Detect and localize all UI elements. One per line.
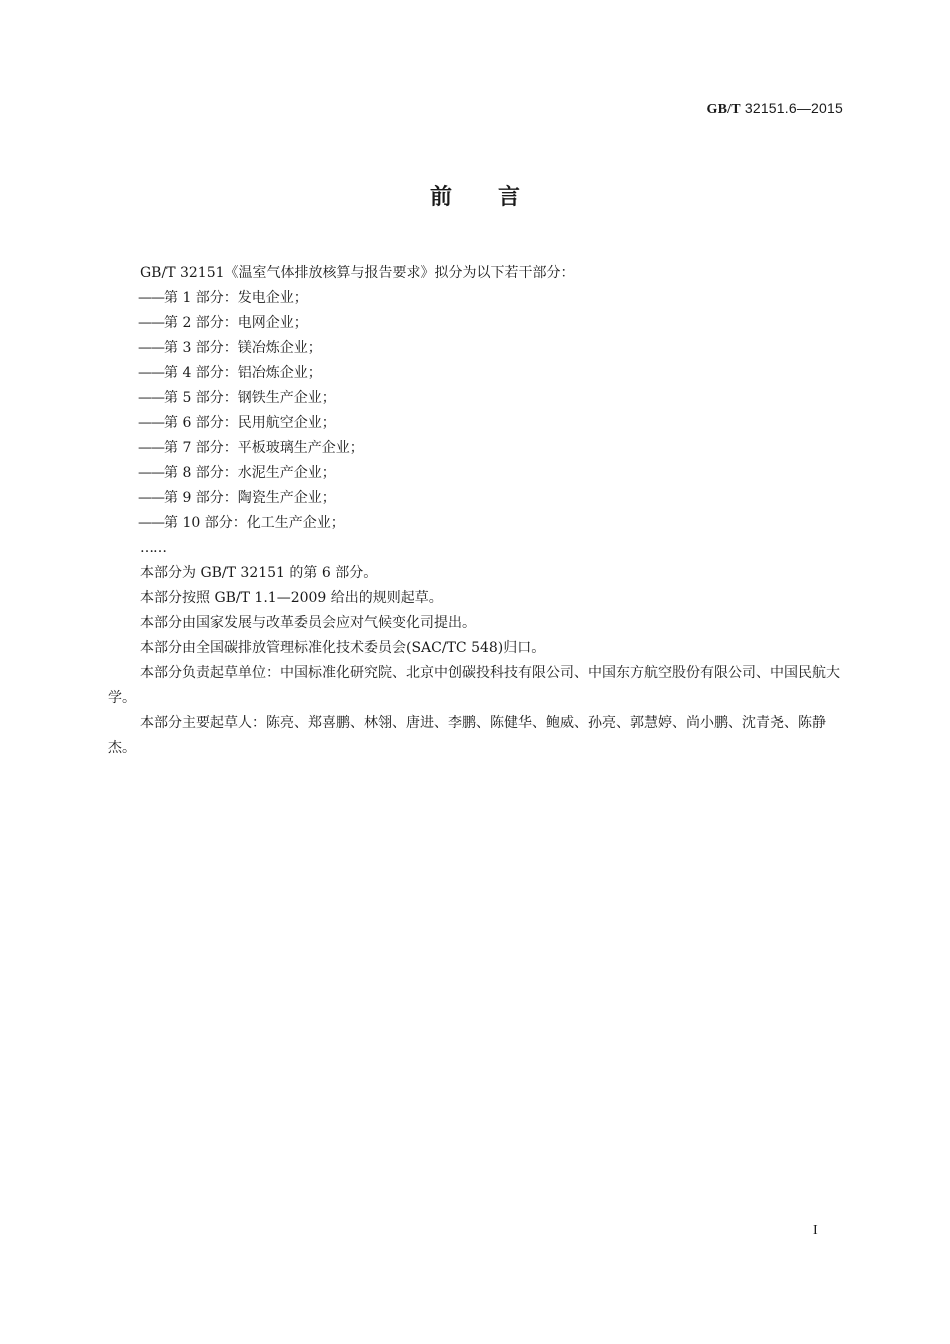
- list-item: ——第 7 部分：平板玻璃生产企业；: [138, 440, 364, 456]
- list-item: ——第 5 部分：钢铁生产企业；: [138, 390, 336, 406]
- paragraph-proposer: 本部分由国家发展与改革委员会应对气候变化司提出。: [140, 615, 476, 631]
- ellipsis: ……: [140, 540, 166, 556]
- parts-list: [108, 286, 844, 536]
- standard-number: 32151.6—2015: [744, 100, 843, 116]
- list-item: ——第 3 部分：镁冶炼企业；: [138, 340, 322, 356]
- page-number: I: [813, 1223, 818, 1238]
- list-item: ——第 1 部分：发电企业；: [138, 290, 308, 306]
- standard-prefix: GB/T: [706, 102, 741, 117]
- list-item: ——第 9 部分：陶瓷生产企业；: [138, 490, 336, 506]
- paragraph-drafters: 本部分主要起草人：陈亮、郑喜鹏、林翎、唐进、李鹏、陈健华、鲍威、孙亮、郭慧婷、尚小鹏、沈青尧、陈静杰。: [108, 715, 826, 756]
- paragraph-committee: 本部分由全国碳排放管理标准化技术委员会(SAC/TC 548)归口。: [140, 640, 546, 656]
- list-item: ——第 4 部分：铝冶炼企业；: [138, 365, 322, 381]
- list-item: ——第 6 部分：民用航空企业；: [138, 415, 336, 431]
- paragraph-drafting-units: 本部分负责起草单位：中国标准化研究院、北京中创碳投科技有限公司、中国东方航空股份有限公司、中国民航大学。: [108, 665, 840, 706]
- list-item: ——第 8 部分：水泥生产企业；: [138, 465, 336, 481]
- intro-paragraph: GB/T 32151《温室气体排放核算与报告要求》拟分为以下若干部分：: [140, 265, 575, 281]
- list-item: ——第 10 部分：化工生产企业；: [138, 515, 345, 531]
- list-item: ——第 2 部分：电网企业；: [138, 315, 308, 331]
- page-title: 前言: [429, 184, 566, 210]
- paragraph-drafting-rules: 本部分按照 GB/T 1.1—2009 给出的规则起草。: [140, 590, 443, 606]
- paragraph-part-number: 本部分为 GB/T 32151 的第 6 部分。: [140, 565, 378, 581]
- document-body: [108, 261, 844, 761]
- standard-code: [706, 100, 843, 118]
